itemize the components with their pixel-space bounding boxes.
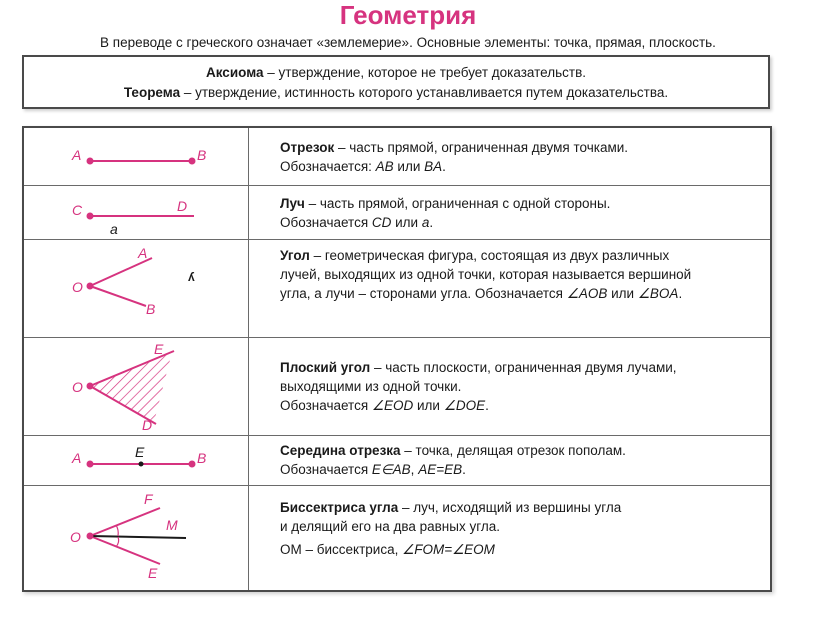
label-c: C (72, 202, 83, 218)
point-b (189, 461, 196, 468)
angle-notation-end: . (678, 286, 683, 301)
stray-mark: ʎ (188, 270, 195, 284)
table-row-bisector (24, 486, 770, 590)
label-o: O (72, 279, 83, 295)
bisector-extra: ОМ – биссектриса, (280, 542, 403, 557)
label-e: E (148, 565, 158, 581)
ray-notation-mid: или (391, 215, 422, 230)
ray-notation-1: CD (371, 215, 392, 230)
theorem-text: – утверждение, истинность которого устанавливается путем доказательства. (180, 85, 669, 100)
angle-line-2: лучей, выходящих из одной точки, которая называется вершиной (280, 267, 692, 282)
table-row-angle (24, 240, 770, 338)
midpoint-notation-mid: , (410, 462, 419, 477)
label-e: E (154, 341, 164, 357)
label-b: B (197, 450, 207, 466)
flat-angle-notation-1: ∠EOD (371, 398, 414, 413)
ray-notation-end: . (429, 215, 434, 230)
label-o: O (72, 379, 83, 395)
point-a (87, 158, 94, 165)
flat-angle-notation-prefix: Обозначается (280, 398, 372, 413)
bisector-figure (24, 486, 249, 590)
theorem-definition (24, 83, 768, 103)
arc-lower (116, 537, 119, 547)
angle-description (280, 246, 768, 303)
midpoint-notation-1: E∈AB (371, 462, 411, 477)
ray-oa (90, 258, 152, 286)
bisector-description (280, 498, 768, 559)
segment-line-1: – часть прямой, ограниченная двумя точками. (334, 140, 629, 155)
angle-notation-mid: или (607, 286, 638, 301)
label-m: M (166, 517, 178, 533)
angle-term: Угол (280, 248, 310, 263)
label-ray-a: a (110, 221, 118, 237)
angle-diagram (24, 240, 249, 338)
point-b (189, 158, 196, 165)
label-d: D (177, 198, 188, 214)
ray-om (90, 536, 186, 538)
theorem-term: Теорема (123, 85, 181, 100)
ray-description (280, 194, 768, 232)
midpoint-description (280, 441, 768, 479)
ray-figure (24, 186, 249, 239)
bisector-line-2: и делящий его на два равных угла. (280, 519, 500, 534)
arc-upper (116, 525, 118, 536)
segment-diagram (24, 128, 249, 186)
elements-table (22, 126, 772, 592)
table-row-flat-angle (24, 338, 770, 436)
midpoint-diagram (24, 436, 249, 486)
segment-term: Отрезок (280, 140, 335, 155)
label-a: A (72, 450, 82, 466)
vertex-o (87, 383, 94, 390)
hatched-region (90, 352, 172, 422)
ray-diagram (24, 186, 249, 240)
midpoint-figure (24, 436, 249, 485)
axiom-text: – утверждение, которое не требует доказательств. (263, 65, 586, 80)
vertex-o (87, 283, 94, 290)
flat-angle-line-2: выходящими из одной точки. (280, 379, 462, 394)
flat-angle-notation-mid: или (413, 398, 444, 413)
ray-line-1: – часть прямой, ограниченная с одной стороны. (304, 196, 611, 211)
flat-angle-notation-end: . (485, 398, 489, 413)
table-row-midpoint (24, 436, 770, 486)
bisector-notation: ∠FOM=∠EOM (402, 542, 495, 557)
point-c (87, 213, 94, 220)
segment-notation-prefix: Обозначается: (280, 159, 376, 174)
vertex-o (87, 533, 94, 540)
midpoint-notation-end: . (462, 462, 466, 477)
flat-angle-figure (24, 338, 249, 435)
flat-angle-diagram (24, 338, 249, 436)
bisector-diagram (24, 486, 249, 590)
flat-angle-description (280, 358, 768, 415)
ray-term: Луч (280, 196, 305, 211)
label-b: B (146, 301, 156, 317)
label-o: O (70, 529, 81, 545)
axiom-term: Аксиома (205, 65, 264, 80)
angle-line-3: угла, а лучи – сторонами угла. Обозначается (280, 286, 567, 301)
table-row-segment (24, 128, 770, 186)
ray-notation-2: a (421, 215, 430, 230)
label-f: F (144, 491, 153, 507)
label-a: A (72, 147, 82, 163)
label-e: E (135, 444, 145, 460)
segment-notation-2: BA (424, 159, 443, 174)
segment-description (280, 138, 768, 176)
angle-notation-2: ∠BOA (637, 286, 679, 301)
midpoint-line-1: – точка, делящая отрезок пополам. (400, 443, 626, 458)
ray-oe (90, 536, 160, 564)
ray-of (90, 508, 160, 536)
flat-angle-term: Плоский угол (280, 360, 371, 375)
definitions-box (22, 55, 770, 109)
segment-notation-end: . (442, 159, 446, 174)
page-title: Геометрия (339, 0, 477, 30)
label-d: D (142, 417, 153, 433)
flat-angle-notation-2: ∠DOE (443, 398, 486, 413)
bisector-term: Биссектриса угла (280, 500, 399, 515)
angle-line-1: – геометрическая фигура, состоящая из двух различных (309, 248, 670, 263)
angle-figure (24, 240, 249, 337)
table-row-ray (24, 186, 770, 240)
flat-angle-line-1: – часть плоскости, ограниченная двумя лучами, (370, 360, 677, 375)
label-a: A (138, 245, 148, 261)
point-e (139, 462, 144, 467)
midpoint-notation-prefix: Обозначается (280, 462, 372, 477)
midpoint-term: Середина отрезка (280, 443, 401, 458)
midpoint-notation-2: AE=EB (418, 462, 463, 477)
segment-notation-mid: или (393, 159, 425, 174)
segment-notation-1: AB (375, 159, 394, 174)
point-a (87, 461, 94, 468)
axiom-definition (24, 63, 768, 83)
bisector-line-1: – луч, исходящий из вершины угла (398, 500, 622, 515)
intro-text: В переводе с греческого означает «землемерие». Основные элементы: точка, прямая, плоскость. (100, 35, 716, 50)
label-b: B (197, 147, 207, 163)
segment-figure (24, 128, 249, 185)
ray-notation-prefix: Обозначается (280, 215, 372, 230)
ray-ob (90, 286, 146, 306)
angle-notation-1: ∠AOB (566, 286, 608, 301)
